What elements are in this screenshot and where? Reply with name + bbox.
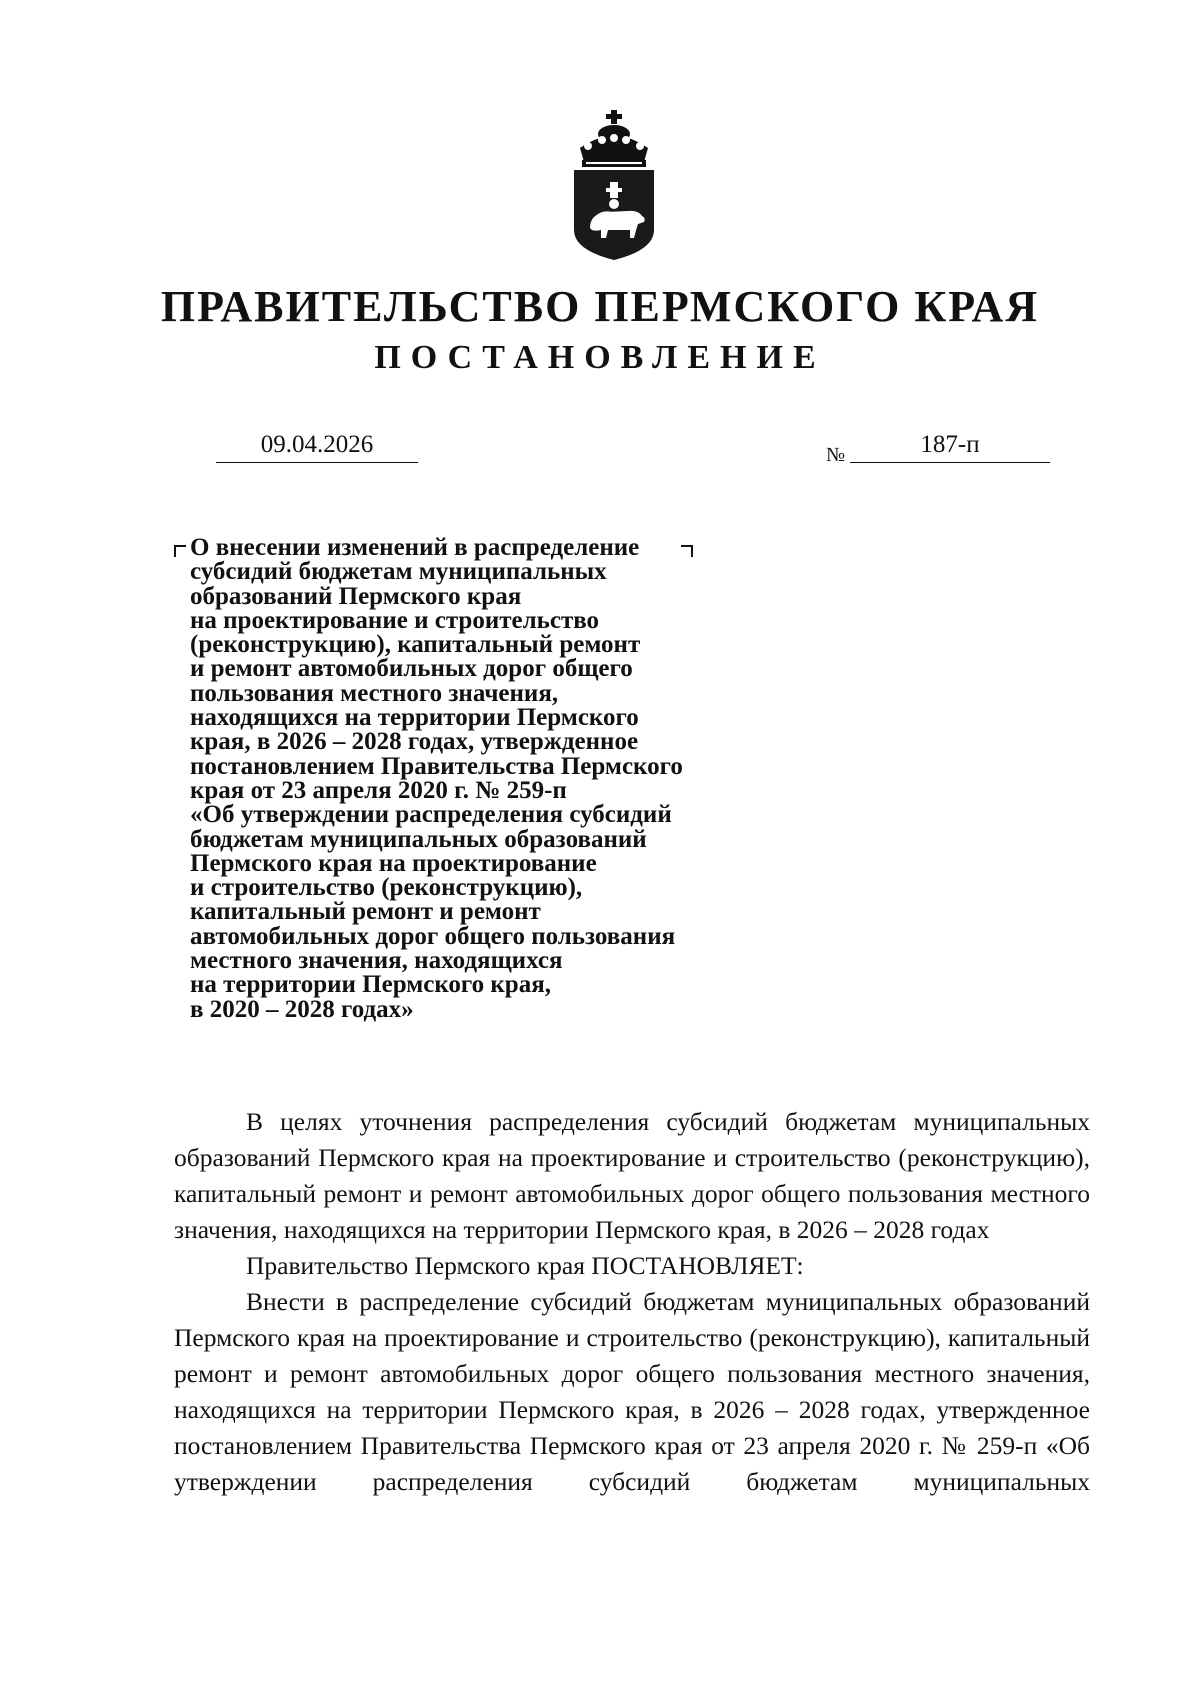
heading-line: автомобильных дорог общего пользования bbox=[190, 922, 676, 950]
number-sign: № bbox=[826, 444, 846, 466]
document-date: 09.04.2026 bbox=[216, 428, 418, 463]
heading-line: на проектирование и строительство bbox=[190, 606, 600, 634]
heading-corner-mark-left bbox=[174, 545, 186, 557]
heading-line: капитальный ремонт и ремонт bbox=[190, 898, 541, 926]
heading-line: О внесении изменений в распределение bbox=[190, 534, 640, 561]
preamble-paragraph: В целях уточнения распределения субсидий бюджетам муниципальных образований Пермского края на проектирование и строительство (реконструкцию), капитальный ремонт и ремонт автомобильных дорог общего пользования местного значения, находящихся на территории Пермского края, в 2026 – 2028 годах bbox=[174, 1107, 1090, 1244]
heading-line: Пермского края на проектирование bbox=[190, 849, 597, 877]
heading-line: (реконструкцию), капитальный ремонт bbox=[190, 631, 641, 659]
heading-line: местного значения, находящихся bbox=[190, 947, 563, 975]
heading-line: «Об утверждении распределения субсидий bbox=[190, 801, 672, 829]
heading-line: края, в 2026 – 2028 годах, утвержденное bbox=[190, 728, 639, 756]
heading-line: и ремонт автомобильных дорог общего bbox=[190, 655, 633, 683]
organization-title: ПРАВИТЕЛЬСТВО ПЕРМСКОГО КРАЯ bbox=[160, 282, 1040, 331]
resolution-statement: Правительство Пермского края ПОСТАНОВЛЯЕТ: bbox=[246, 1251, 804, 1280]
heading-line: образований Пермского края bbox=[190, 582, 522, 610]
heading-line: находящихся на территории Пермского bbox=[190, 704, 639, 732]
heading-line: бюджетам муниципальных образований bbox=[190, 825, 647, 853]
document-type-title: ПОСТАНОВЛЕНИЕ bbox=[374, 339, 826, 376]
heading-line: пользования местного значения, bbox=[190, 679, 559, 707]
heading-line: на территории Пермского края, bbox=[190, 971, 551, 999]
heading-line: постановлением Правительства Пермского bbox=[190, 752, 683, 780]
coat-of-arms-icon bbox=[568, 110, 660, 262]
heading-line: края от 23 апреля 2020 г. № 259-п bbox=[190, 776, 567, 804]
document-number: 187-п bbox=[850, 428, 1050, 463]
heading-line: и строительство (реконструкцию), bbox=[190, 874, 583, 902]
document-body bbox=[174, 1104, 1090, 1500]
operative-paragraph: Внести в распределение субсидий бюджетам муниципальных образований Пермского края на проектирование и строительство (реконструкцию), капитальный ремонт и ремонт автомобильных дорог общего пользования местного значения, находящихся на территории Пермского края, в 2026 – 2028 годах, утвержденное постановлением Правительства Пермского края от 23 апреля 2020 г. № 259-п «Об утверждении распределения субсидий бюджетам муниципальных bbox=[174, 1287, 1090, 1496]
heading-line: субсидий бюджетам муниципальных bbox=[190, 558, 607, 586]
heading-line: в 2020 – 2028 годах» bbox=[190, 995, 414, 1023]
document-heading bbox=[190, 536, 790, 1022]
